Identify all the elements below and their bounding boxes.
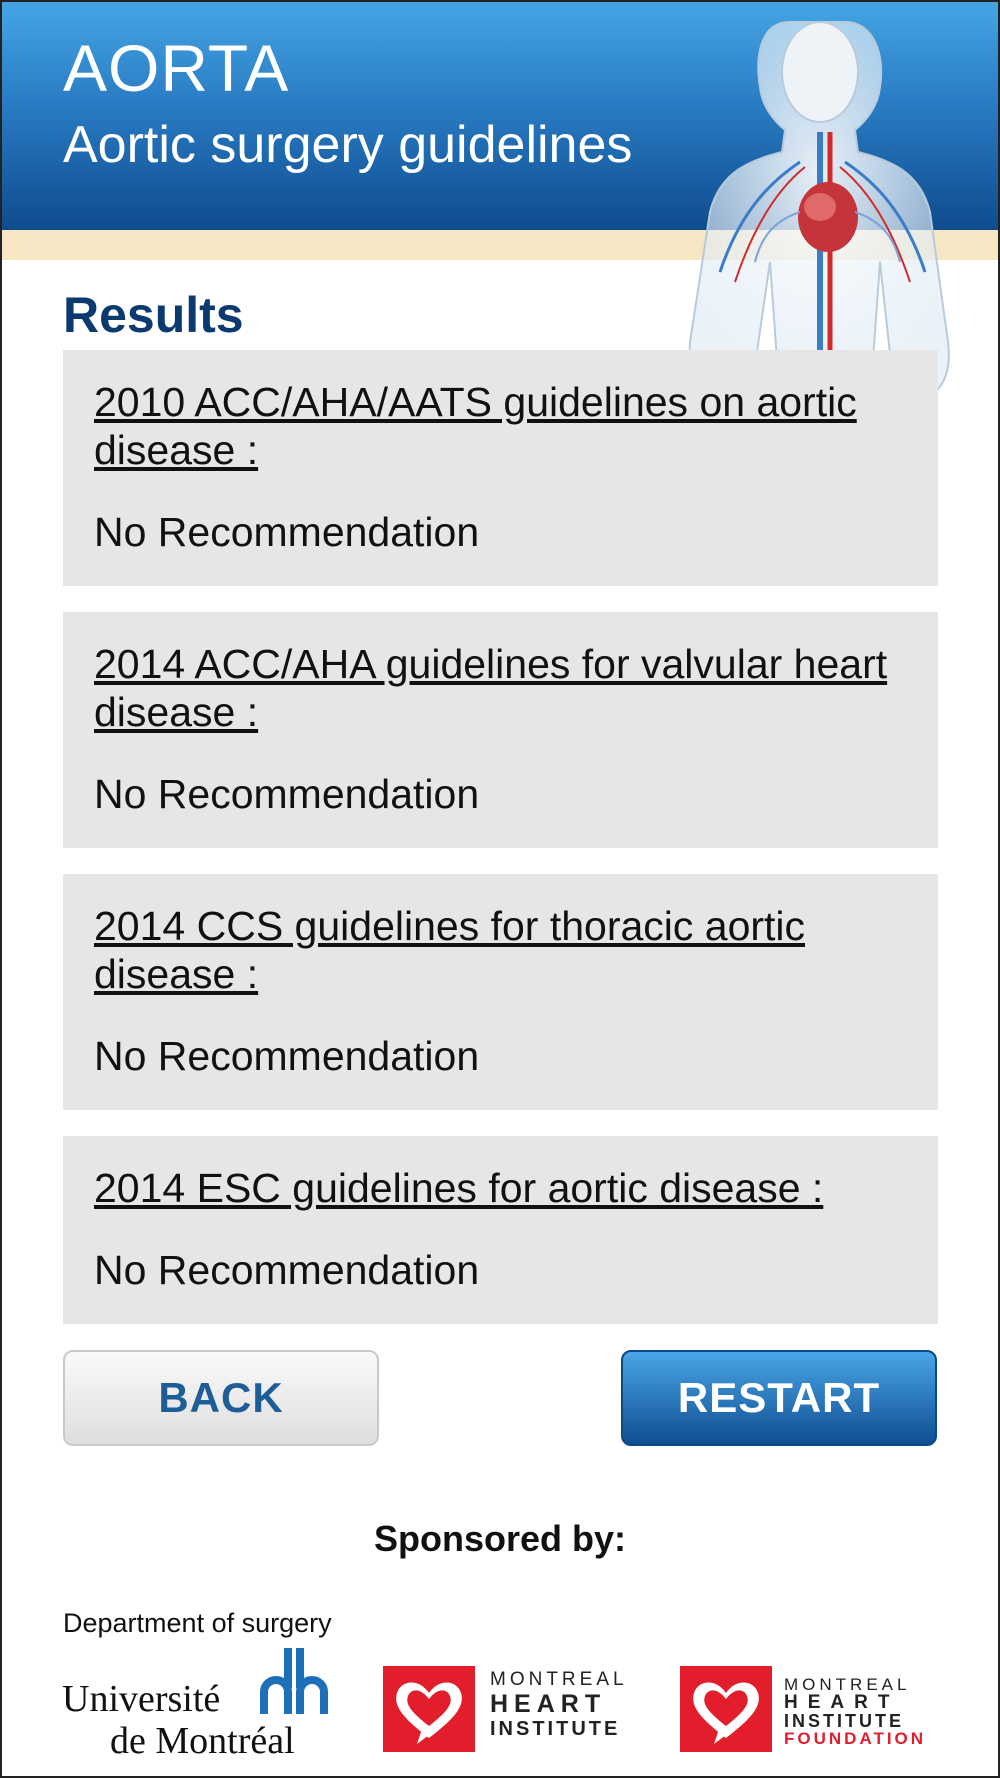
heart-foundation-logo-icon (680, 1666, 772, 1752)
mhi-line-2: HEART (490, 1689, 607, 1718)
department-label: Department of surgery (63, 1608, 332, 1638)
recommendation-text: No Recommendation (94, 1033, 480, 1079)
udem-line-1: Université (62, 1678, 221, 1720)
guideline-link[interactable]: 2010 ACC/AHA/AATS guidelines on aortic disease : (94, 379, 857, 473)
app-title: AORTA (63, 31, 290, 105)
mhif-line-4: FOUNDATION (784, 1729, 927, 1748)
mhif-line-1: MONTREAL (784, 1675, 911, 1694)
sponsors-heading: Sponsored by: (373, 1518, 627, 1559)
results-heading: Results (63, 287, 244, 343)
recommendation-text: No Recommendation (94, 509, 480, 555)
result-card (63, 612, 938, 848)
guideline-link[interactable]: 2014 CCS guidelines for thoracic aortic disease : (94, 903, 806, 997)
recommendation-text: No Recommendation (94, 1247, 480, 1293)
guideline-link[interactable]: 2014 ESC guidelines for aortic disease : (94, 1165, 824, 1211)
heart-institute-logo-icon (383, 1666, 475, 1752)
heart-foundation-logo-text (784, 1676, 926, 1747)
back-button[interactable]: BACK (63, 1350, 379, 1446)
app-subtitle: Aortic surgery guidelines (63, 116, 633, 174)
guideline-link[interactable]: 2014 ACC/AHA guidelines for valvular heart disease : (94, 641, 888, 735)
mhif-line-3: INSTITUTE (784, 1711, 904, 1731)
result-card (63, 1136, 938, 1324)
result-card (63, 350, 938, 586)
restart-button[interactable]: RESTART (621, 1350, 937, 1446)
udem-line-2: de Montréal (110, 1720, 295, 1762)
result-card (63, 874, 938, 1110)
heart-institute-logo-text (490, 1670, 628, 1740)
udem-logo-icon (258, 1648, 330, 1714)
anatomy-body-icon (680, 12, 960, 402)
mhif-line-2: HEART (784, 1692, 900, 1713)
recommendation-text: No Recommendation (94, 771, 480, 817)
mhi-line-1: MONTREAL (490, 1669, 628, 1690)
mhi-line-3: INSTITUTE (490, 1718, 621, 1741)
